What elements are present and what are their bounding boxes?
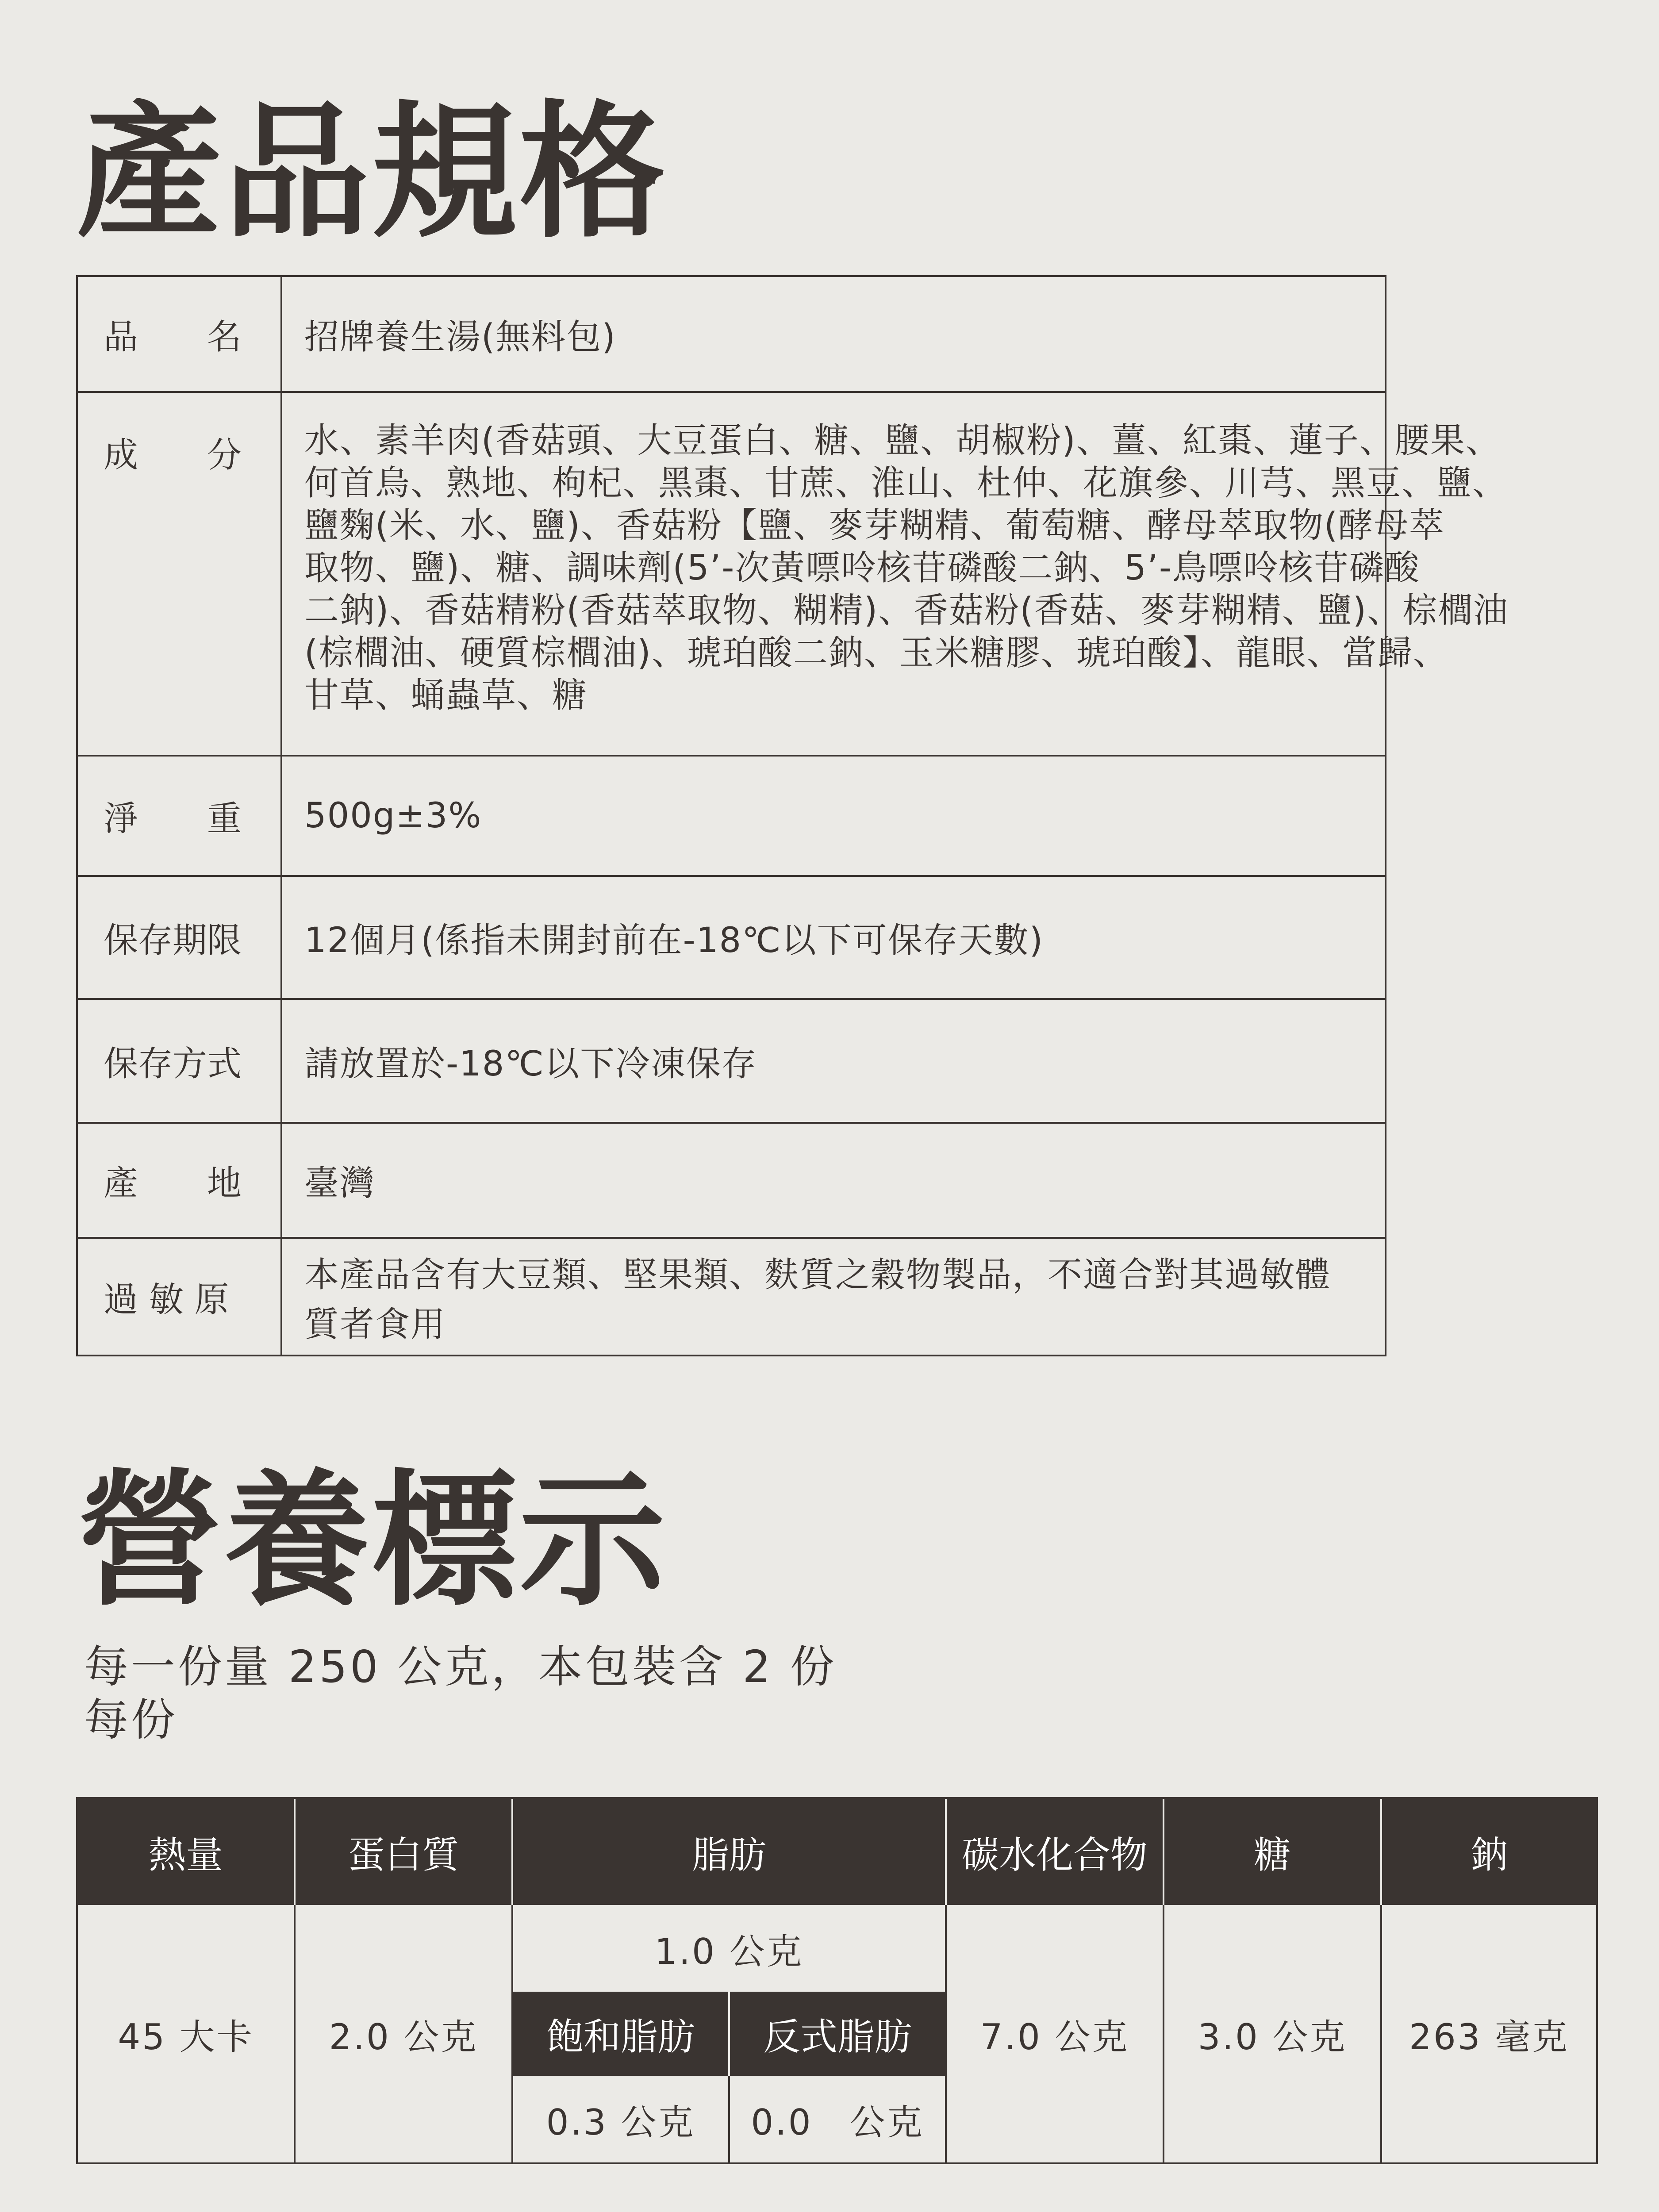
header-fat: 脂肪: [513, 1799, 947, 1905]
nutrition-value-row: [78, 1905, 1596, 2162]
spec-row-net-weight: [78, 755, 1385, 875]
spec-value: 500g±3%: [304, 796, 482, 836]
ingredients-line: (棕櫚油、硬質棕櫚油)、琥珀酸二鈉、玉米糖膠、琥珀酸】、龍眼、當歸、: [304, 633, 1448, 673]
header-sugar: 糖: [1164, 1799, 1382, 1905]
ingredients-text: [282, 393, 1535, 755]
spec-label: 成 分: [78, 393, 282, 755]
header-protein: 蛋白質: [296, 1799, 513, 1905]
header-calories: 熱量: [78, 1799, 296, 1905]
serving-size: 每一份量 250 公克，本包裝含 2 份: [84, 1641, 837, 1693]
spec-label: 品 名: [78, 277, 282, 391]
spec-row-shelf-life: [78, 875, 1385, 998]
ingredients-line: 取物、鹽)、糖、調味劑(5’-次黃嘌呤核苷磷酸二鈉、5’-鳥嘌呤核苷磷酸: [304, 548, 1420, 588]
nutrition-title: 營養標示: [76, 1456, 667, 1626]
value-calories: 45 大卡: [78, 1905, 296, 2162]
spec-label: 產 地: [78, 1124, 282, 1237]
value-protein: 2.0 公克: [296, 1905, 513, 2162]
nutrition-table: [76, 1797, 1598, 2164]
product-spec-title: 產品規格: [76, 88, 667, 257]
per-serving-label: 每份: [84, 1694, 178, 1746]
spec-value: 本產品含有大豆類、堅果類、麩質之穀物製品，不適合對其過敏體質者食用: [304, 1255, 1331, 1344]
header-carbs: 碳水化合物: [947, 1799, 1164, 1905]
spec-label: 淨 重: [78, 757, 282, 875]
ingredients-line: 甘草、蛹蟲草、糖: [304, 676, 588, 715]
value-sugar: 3.0 公克: [1164, 1905, 1382, 2162]
spec-label: 過 敏 原: [78, 1239, 282, 1355]
ingredients-line: 二鈉)、香菇精粉(香菇萃取物、糊精)、香菇粉(香菇、麥芽糊精、鹽)、棕櫚油: [304, 591, 1509, 630]
header-sodium: 鈉: [1470, 1833, 1508, 1877]
spec-row-name: [78, 277, 1385, 391]
fat-column: [513, 1905, 947, 2162]
spec-value: 12個月(係指未開封前在-18℃以下可保存天數): [304, 921, 1044, 960]
value-saturated-fat: 0.3 公克: [513, 2076, 730, 2162]
fat-sub-header: [513, 1992, 945, 2076]
product-spec-table: [76, 275, 1509, 1356]
spec-label: 保存期限: [78, 877, 282, 998]
spec-value: 請放置於-18℃以下冷凍保存: [304, 1044, 757, 1084]
spec-row-ingredients: [78, 391, 1509, 755]
value-fat: 1.0 公克: [654, 1931, 804, 1972]
spec-label: 保存方式: [78, 1000, 282, 1122]
spec-row-origin: [78, 1122, 1385, 1237]
value-sodium: 263 毫克: [1409, 2016, 1570, 2058]
value-trans-fat: 0.0 公克: [751, 2101, 924, 2143]
header-trans-fat: 反式脂肪: [763, 2015, 912, 2058]
ingredients-line: 何首烏、熟地、枸杞、黑棗、甘蔗、淮山、杜仲、花旗參、川芎、黑豆、鹽、: [304, 463, 1508, 503]
ingredients-line: 水、素羊肉(香菇頭、大豆蛋白、糖、鹽、胡椒粉)、薑、紅棗、蓮子、腰果、: [304, 421, 1501, 461]
fat-sub-values: [513, 2076, 945, 2162]
spec-value: 臺灣: [304, 1164, 376, 1203]
ingredients-line: 鹽麴(米、水、鹽)、香菇粉【鹽、麥芽糊精、葡萄糖、酵母萃取物(酵母萃: [304, 506, 1445, 545]
header-saturated-fat: 飽和脂肪: [513, 1992, 730, 2076]
nutrition-header-row: [78, 1799, 1596, 1905]
spec-row-allergens: [78, 1237, 1385, 1355]
spec-row-storage: [78, 998, 1385, 1122]
value-carbs: 7.0 公克: [947, 1905, 1164, 2162]
spec-value: 招牌養生湯(無料包): [304, 317, 616, 357]
